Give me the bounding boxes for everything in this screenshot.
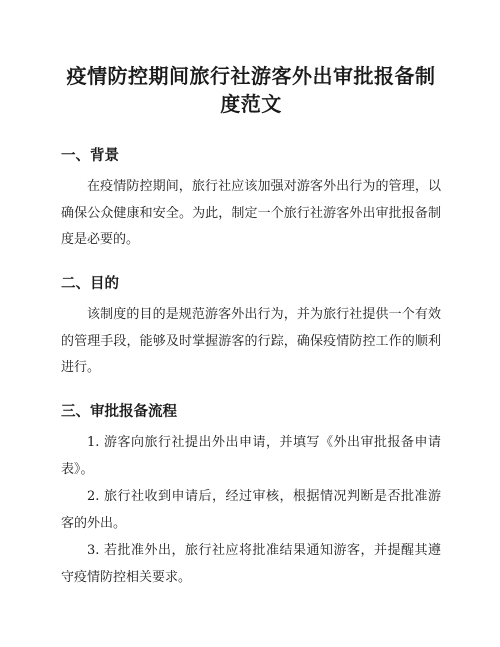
section-approval-process [61, 402, 441, 591]
document-title: 疫情防控期间旅行社游客外出审批报备制度范文 [66, 64, 436, 116]
section-purpose [61, 274, 441, 382]
process-step: 1. 游客向旅行社提出外出申请，并填写《外出审批报备申请表》。 [61, 435, 441, 477]
section-background [61, 146, 441, 254]
section-heading: 二、目的 [61, 276, 119, 292]
process-step: 3. 若批准外出，旅行社应将批准结果通知游客，并提醒其遵守疫情防控相关要求。 [61, 543, 441, 585]
section-heading: 一、背景 [61, 148, 119, 164]
section-paragraph: 该制度的目的是规范游客外出行为，并为旅行社提供一个有效的管理手段，能够及时掌握游客的行踪，确保疫情防控工作的顺利进行。 [61, 307, 441, 375]
section-paragraph: 在疫情防控期间，旅行社应该加强对游客外出行为的管理，以确保公众健康和安全。为此，制定一个旅行社游客外出审批报备制度是必要的。 [61, 179, 441, 247]
section-heading: 三、审批报备流程 [61, 404, 177, 420]
process-step: 2. 旅行社收到申请后，经过审核，根据情况判断是否批准游客的外出。 [61, 489, 441, 531]
